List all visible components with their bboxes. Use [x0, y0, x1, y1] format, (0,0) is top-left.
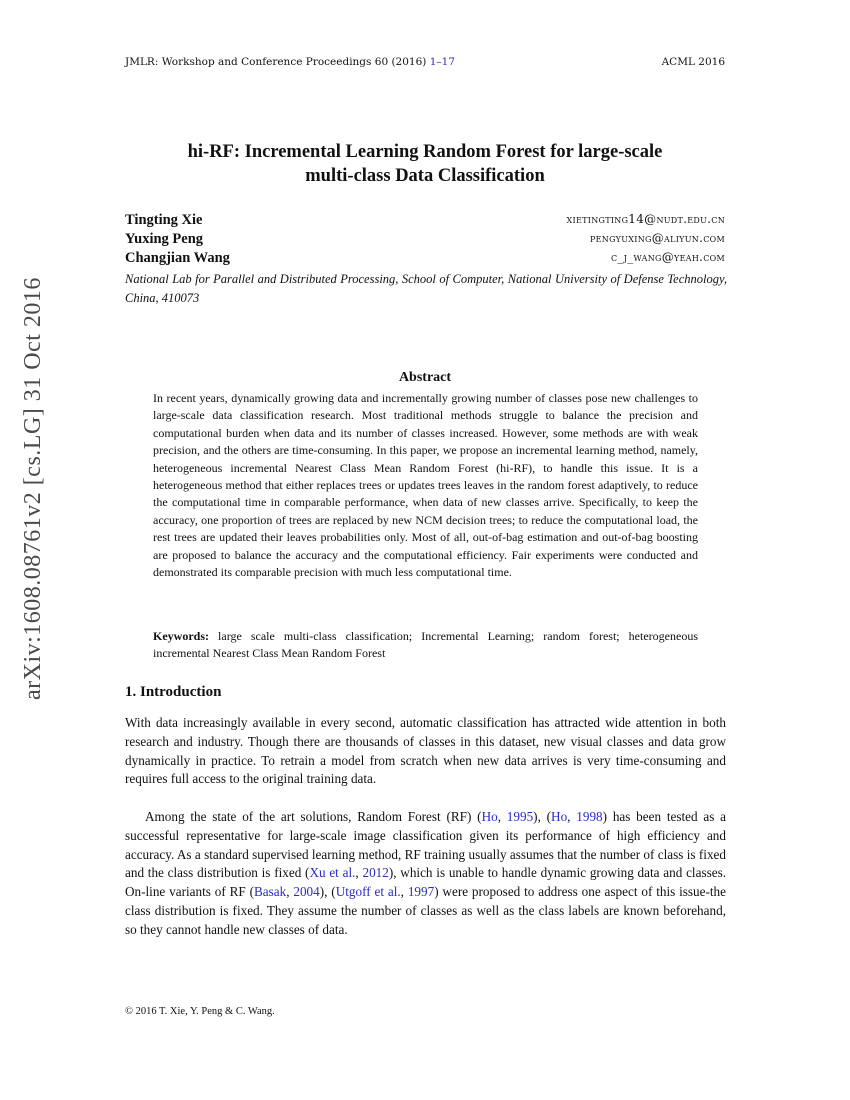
para-text: ) has been tested as a successful representative for large-scale image classification given its performance of high efficiency and accuracy. As a standard supervised learning method, RF training usually assumes that the number of class is fixed and the class distribution is fixed ( [125, 809, 727, 881]
intro-paragraph-2 [125, 808, 726, 940]
author-row [125, 231, 725, 250]
para-text: ) were proposed to address one aspect of this issue-the class distribution is fixed. They assume the number of classes as well as the class labels are known beforehand, so they cannot handle new classes of data. [125, 884, 726, 937]
title-line-1: hi-RF: Incremental Learning Random Forest for large-scale [187, 142, 663, 162]
keywords-text: large scale multi-class classification; Incremental Learning; random forest; heterogeneous incremental Nearest Class Mean Random Forest [153, 629, 698, 661]
intro-paragraph-1: With data increasingly available in every second, automatic classification has attracted wide attention in both research and industry. Though there are thousands of classes in this dataset, new visual classes and data grow dynamically in practice. To retrain a model from scratch when new data arrives is very time-consuming and requires full access to the original training data. [125, 715, 726, 787]
para-text: Among the state of the art solutions, Random Forest (RF) ( [145, 809, 482, 824]
copyright-footer: © 2016 T. Xie, Y. Peng & C. Wang. [125, 1006, 275, 1017]
conference-label: ACML 2016 [661, 56, 725, 68]
abstract-heading: Abstract [398, 370, 452, 385]
author-row [125, 250, 725, 269]
venue-text: JMLR: Workshop and Conference Proceedings 60 (2016) [125, 56, 430, 68]
para-text: , [286, 884, 294, 900]
arxiv-stamp: arXiv:1608.08761v2 [cs.LG] 31 Oct 2016 [20, 277, 46, 700]
para-text: , [567, 809, 577, 824]
author-name: Yuxing Peng [125, 231, 204, 247]
author-block [125, 212, 725, 269]
para-text: , [497, 809, 507, 824]
section-heading: 1. Introduction [125, 684, 222, 700]
author-row [125, 212, 725, 231]
citation-link[interactable]: Utgoff et al. [335, 884, 401, 900]
para-text: ), ( [533, 809, 552, 824]
running-header [125, 56, 455, 68]
citation-year-link[interactable]: 2004 [293, 884, 320, 900]
author-email: pengyuxing@aliyun.com [589, 231, 725, 245]
abstract-body: In recent years, dynamically growing data and incrementally growing number of classes pose new challenges to large-scale data classification research. Most traditional methods struggle to balance the precision and computational burden when data and its number of classes increased. However, some methods are with weak precision, and the others are time-consuming. In this paper, we propose an incremental learning method, namely, heterogeneous incremental Nearest Class Mean Random Forest (hi-RF), to handle this issue. It is a heterogeneous method that either replaces trees or updates trees leaves in the random forest adaptively, to reduce the computational time in comparable performance, when data of new classes arrive. Specifically, to keep the accuracy, one proportion of trees are replaced by new NCM decision trees; to reduce the computational load, the rest trees are updated their leaves probabilities only. Most of all, out-of-bag estimation and out-of-bag boosting are proposed to balance the accuracy and the computational efficiency. Fair experiments were conducted and demonstrated its comparable precision with much less computational time. [153, 391, 698, 580]
para-text: ), ( [319, 884, 336, 900]
title-line-2: multi-class Data Classification [305, 166, 545, 186]
citation-year-link[interactable]: 1998 [576, 809, 603, 824]
author-email: xietingting14@nudt.edu.cn [566, 212, 725, 226]
citation-year-link[interactable]: 1997 [407, 884, 435, 900]
citation-link[interactable]: Xu et al. [309, 865, 356, 881]
para-text: ), which is unable to handle dynamic growing data and classes. On-line variants of RF ( [125, 865, 726, 900]
paper-title [100, 140, 750, 188]
page-range-link[interactable]: 1–17 [429, 56, 456, 68]
affiliation: National Lab for Parallel and Distributed Processing, School of Computer, National University of Defense Technology, China, 410073 [125, 272, 727, 305]
author-email: c_j_wang@yeah.com [611, 250, 725, 264]
para-text: , [400, 884, 408, 900]
citation-link[interactable]: Ho [551, 809, 568, 824]
citation-link[interactable]: Basak [253, 884, 287, 900]
para-text: , [355, 865, 363, 881]
citation-link[interactable]: Ho [481, 809, 498, 824]
author-name: Changjian Wang [125, 250, 230, 266]
keywords [153, 628, 698, 663]
citation-year-link[interactable]: 2012 [362, 865, 389, 881]
keywords-label: Keywords: [153, 629, 209, 643]
author-name: Tingting Xie [125, 212, 203, 228]
citation-year-link[interactable]: 1995 [506, 809, 534, 824]
